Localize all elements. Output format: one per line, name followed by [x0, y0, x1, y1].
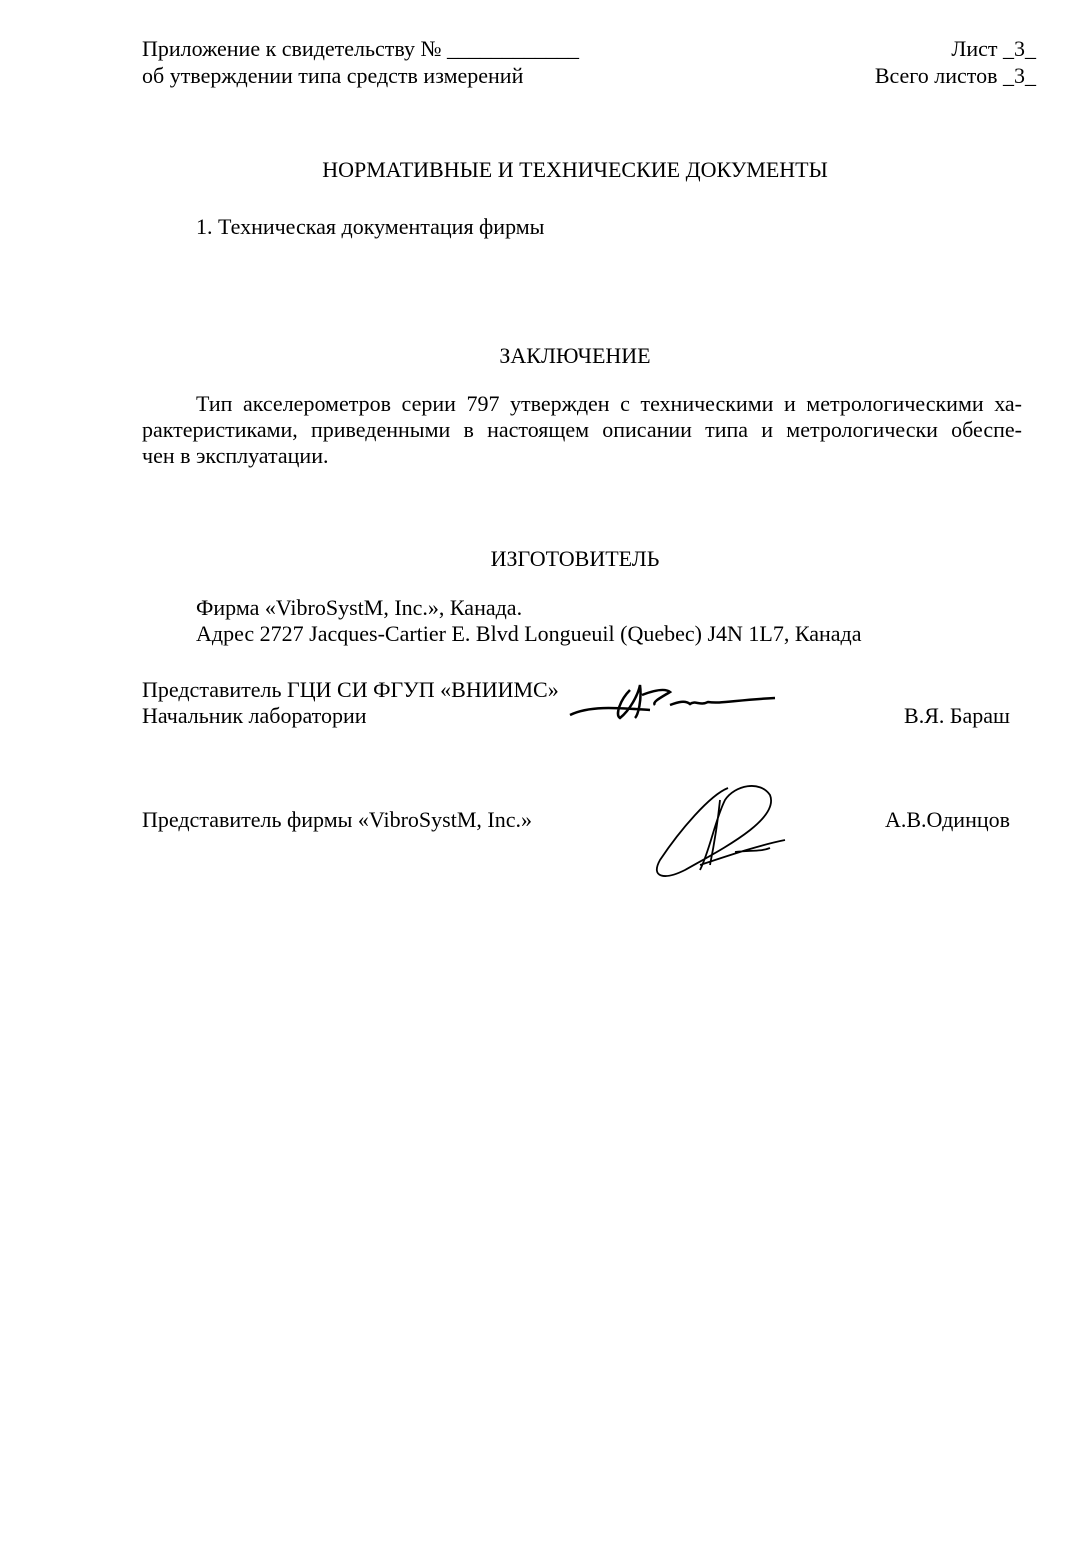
sheet-number — [951, 36, 1036, 62]
sheet-value: _3_ — [1003, 36, 1036, 61]
conclusion-line: чен в эксплуатации. — [142, 443, 329, 468]
manufacturer-address: Адрес 2727 Jacques-Cartier E. Blvd Longueuil (Quebec) J4N 1L7, Канада — [196, 621, 862, 646]
signatory-1-role: Представитель ГЦИ СИ ФГУП «ВНИИМС» — [142, 677, 559, 702]
total-label: Всего листов — [874, 63, 998, 88]
manufacturer-title: ИЗГОТОВИТЕЛЬ — [490, 546, 660, 571]
manufacturer-firm: Фирма «VibroSystM, Inc.», Канада. — [196, 595, 523, 620]
conclusion-line: рактеристиками, приведенными в настоящем описании типа и метрологически обеспе- — [142, 417, 1022, 442]
signatory-1-position: Начальник лаборатории — [142, 703, 367, 728]
conclusion-line: Тип акселерометров серии 797 утвержден с техническими и метрологическими ха- — [196, 391, 1022, 416]
signature-2 — [640, 780, 800, 880]
annex-line-2: об утверждении типа средств измерений — [142, 63, 524, 88]
signature-1 — [560, 670, 790, 730]
annex-label: Приложение к свидетельству № — [142, 36, 442, 61]
annex-line-1 — [142, 36, 579, 62]
conclusion-title: ЗАКЛЮЧЕНИЕ — [499, 343, 651, 368]
total-sheets — [875, 63, 1036, 89]
normative-title: НОРМАТИВНЫЕ И ТЕХНИЧЕСКИЕ ДОКУМЕНТЫ — [322, 157, 828, 182]
normative-item: 1. Техническая документация фирмы — [196, 214, 545, 239]
signatory-1-name: В.Я. Бараш — [904, 703, 1010, 728]
signatory-2-role: Представитель фирмы «VibroSystM, Inc.» — [142, 807, 532, 832]
certificate-number-blank: ____________ — [447, 36, 580, 61]
signatory-2-name: А.В.Одинцов — [884, 807, 1010, 832]
sheet-label: Лист — [951, 36, 998, 61]
total-value: _3_ — [1003, 63, 1036, 88]
